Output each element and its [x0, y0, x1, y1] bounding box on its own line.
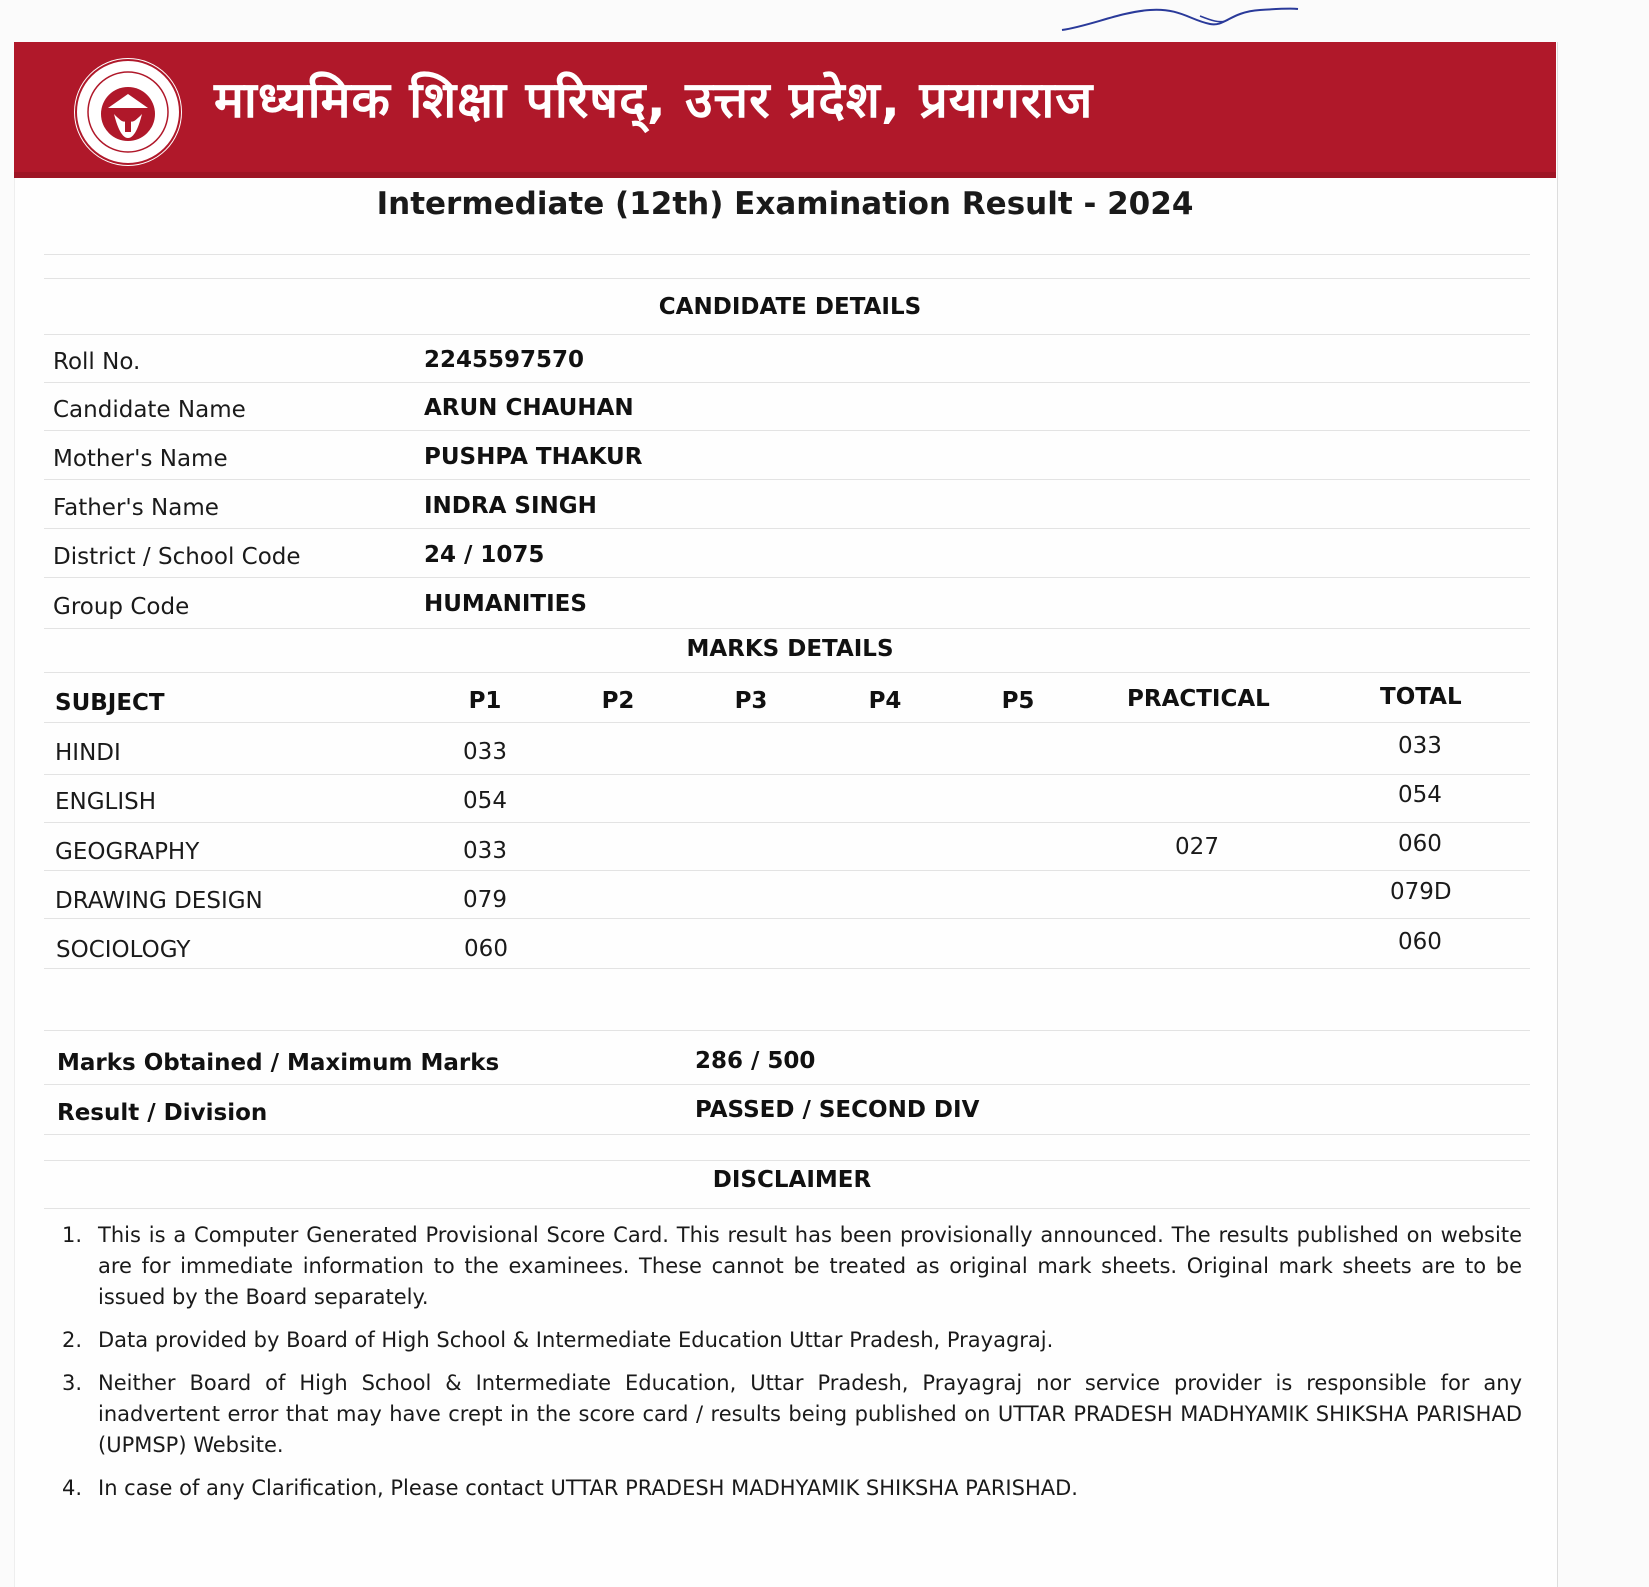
disclaimer-item-number: 4.	[62, 1476, 83, 1500]
candidate-details-heading: CANDIDATE DETAILS	[658, 294, 922, 320]
divider	[44, 774, 1530, 775]
disclaimer-item-text: Data provided by Board of High School & Intermediate Education Uttar Pradesh, Prayagraj.	[98, 1328, 1054, 1352]
disclaimer-item-text: In case of any Clarification, Please contact UTTAR PRADESH MADHYAMIK SHIKSHA PARISHAD.	[98, 1476, 1078, 1500]
col-p4: P4	[868, 688, 902, 714]
board-header	[14, 42, 1556, 178]
roll-no-value: 2245597570	[424, 347, 585, 373]
divider	[44, 528, 1530, 529]
group-code-value: HUMANITIES	[424, 591, 587, 617]
disclaimer-item	[62, 1220, 1522, 1313]
upmsp-emblem-icon	[74, 58, 182, 166]
p1-cell: 060	[464, 936, 508, 962]
disclaimer-item	[62, 1473, 1522, 1504]
disclaimer-item-number: 1.	[62, 1223, 83, 1247]
disclaimer-item	[62, 1368, 1522, 1461]
divider	[44, 254, 1530, 255]
practical-cell: 027	[1175, 834, 1219, 860]
pen-scribble	[1060, 2, 1300, 36]
total-cell: 079D	[1390, 879, 1452, 905]
group-code-label: Group Code	[53, 594, 190, 620]
total-cell: 060	[1398, 831, 1442, 857]
col-total: TOTAL	[1380, 684, 1462, 710]
subject-cell: GEOGRAPHY	[55, 839, 200, 865]
marks-obtained-label: Marks Obtained / Maximum Marks	[57, 1050, 500, 1076]
divider	[44, 968, 1530, 969]
result-division-label: Result / Division	[57, 1100, 268, 1126]
result-division-value: PASSED / SECOND DIV	[695, 1097, 980, 1123]
divider	[44, 479, 1530, 480]
divider	[44, 430, 1530, 431]
mother-name-value: PUSHPA THAKUR	[424, 444, 643, 470]
p1-cell: 054	[463, 788, 507, 814]
disclaimer-item-text: This is a Computer Generated Provisional Score Card. This result has been provisionally announced. The results published on website are for immediate information to the examinees. These cannot be treated as original mark sheets. Original mark sheets are to be issued by the Board separately.	[98, 1223, 1522, 1309]
mother-name-label: Mother's Name	[53, 446, 228, 472]
subject-cell: DRAWING DESIGN	[55, 888, 263, 914]
subject-cell: SOCIOLOGY	[56, 937, 191, 963]
total-cell: 033	[1398, 733, 1442, 759]
subject-cell: ENGLISH	[55, 789, 157, 815]
subject-cell: HINDI	[55, 740, 121, 766]
total-cell: 060	[1398, 929, 1442, 955]
district-school-code-label: District / School Code	[53, 544, 301, 570]
divider	[44, 722, 1530, 723]
p1-cell: 033	[463, 838, 507, 864]
father-name-label: Father's Name	[53, 495, 219, 521]
col-p2: P2	[601, 688, 635, 714]
divider	[44, 382, 1530, 383]
p1-cell: 033	[463, 739, 507, 765]
marks-details-heading: MARKS DETAILS	[686, 636, 894, 662]
candidate-name-value: ARUN CHAUHAN	[424, 395, 634, 421]
col-subject: SUBJECT	[55, 690, 165, 716]
disclaimer-item	[62, 1325, 1522, 1356]
divider	[44, 918, 1530, 919]
divider	[44, 822, 1530, 823]
p1-cell: 079	[463, 887, 507, 913]
divider	[44, 1134, 1530, 1135]
col-p5: P5	[1001, 688, 1035, 714]
disclaimer-item-number: 2.	[62, 1328, 83, 1352]
divider	[44, 1084, 1530, 1085]
divider	[44, 870, 1530, 871]
candidate-name-label: Candidate Name	[53, 397, 246, 423]
total-cell: 054	[1398, 782, 1442, 808]
divider	[44, 577, 1530, 578]
father-name-value: INDRA SINGH	[424, 493, 597, 519]
col-p1: P1	[468, 688, 502, 714]
roll-no-label: Roll No.	[53, 349, 141, 375]
divider	[44, 1030, 1530, 1031]
disclaimer-item-number: 3.	[62, 1371, 83, 1395]
marks-obtained-value: 286 / 500	[695, 1048, 816, 1074]
district-school-code-value: 24 / 1075	[424, 542, 545, 568]
divider	[44, 1208, 1530, 1209]
exam-title: Intermediate (12th) Examination Result - 2024	[376, 186, 1194, 222]
divider	[44, 334, 1530, 335]
disclaimer-item-text: Neither Board of High School & Intermediate Education, Uttar Pradesh, Prayagraj nor service provider is responsible for any inadvertent error that may have crept in the score card / results being published on UTTAR PRADESH MADHYAMIK SHIKSHA PARISHAD (UPMSP) Website.	[98, 1371, 1522, 1457]
disclaimer-heading: DISCLAIMER	[712, 1167, 872, 1193]
col-p3: P3	[734, 688, 768, 714]
board-name: माध्यमिक शिक्षा परिषद्, उत्तर प्रदेश, प्रयागराज	[214, 71, 1094, 129]
divider	[44, 1160, 1530, 1161]
col-practical: PRACTICAL	[1127, 686, 1270, 712]
divider	[44, 278, 1530, 279]
disclaimer-list	[62, 1220, 1522, 1516]
divider	[44, 628, 1530, 629]
divider	[44, 672, 1530, 673]
